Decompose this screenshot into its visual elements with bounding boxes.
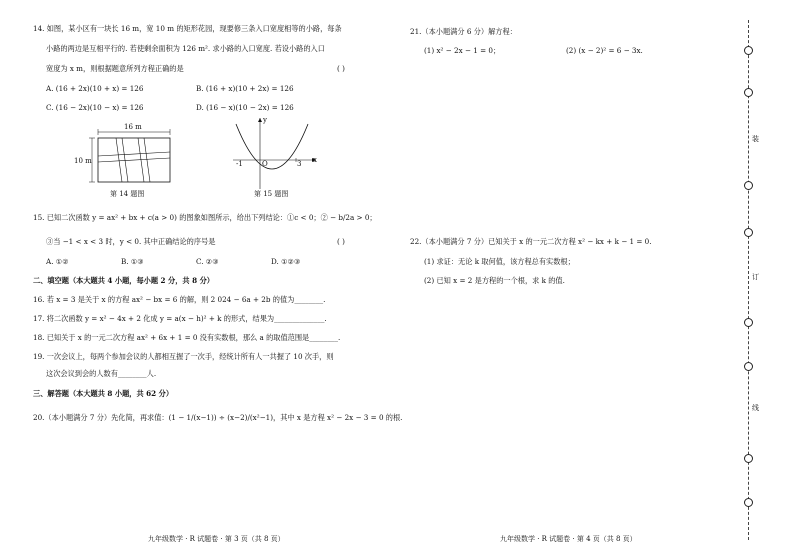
q16: 16. 若 x = 3 是关于 x 的方程 ax² − bx = 6 的解，则 2 024 − 6a + 2b 的值为________.: [33, 295, 326, 304]
q14-option-d: D. (16 − x)(10 − 2x) = 126: [196, 103, 294, 112]
binding-hole: [744, 228, 753, 237]
binding-hole: [744, 88, 753, 97]
q14-answer-paren: ( ): [337, 64, 345, 73]
figure-15-neg1-label: -1: [236, 160, 243, 168]
q15-option-c: C. ②③: [196, 257, 219, 266]
q15-line2: ③当 −1 < x < 3 时，y < 0. 其中正确结论的序号是: [46, 237, 216, 246]
q22: 22.（本小题满分 7 分）已知关于 x 的一元二次方程 x² − kx + k − 1 = 0.: [410, 237, 652, 246]
q21-part1: (1) x² − 2x − 1 = 0；: [424, 46, 501, 55]
q15-answer-paren: ( ): [337, 237, 345, 246]
q14-option-b: B. (16 + x)(10 + 2x) = 126: [196, 84, 294, 93]
binding-hole: [744, 46, 753, 55]
figure-15-three-label: 3: [297, 160, 302, 168]
q14-line3: 宽度为 x m，则根据题意所列方程正确的是: [46, 64, 184, 73]
figure-15-origin-label: O: [262, 160, 268, 168]
figure-14-caption: 第 14 题图: [110, 190, 145, 198]
binding-hole: [744, 498, 753, 507]
q15-line1: 15. 已知二次函数 y = ax² + bx + c(a > 0) 的图象如图所示，给出下列结论：①c < 0；② − b/2a > 0；: [33, 213, 377, 222]
section-2-heading: 二、填空题（本大题共 4 小题，每小题 2 分，共 8 分）: [33, 276, 214, 285]
binding-char-3: 线: [752, 404, 759, 412]
q21: 21.（本小题满分 6 分）解方程：: [410, 27, 517, 36]
figure-14-top-label: 16 m: [124, 123, 142, 131]
q14-option-a: A. (16 + 2x)(10 + x) = 126: [46, 84, 144, 93]
binding-hole: [744, 362, 753, 371]
q21-part2: (2) (x − 2)² = 6 − 3x.: [566, 46, 643, 55]
figure-14-side-label: 10 m: [74, 157, 92, 165]
figure-15-caption: 第 15 题图: [254, 190, 289, 198]
binding-hole: [744, 454, 753, 463]
q14-option-c: C. (16 − 2x)(10 − x) = 126: [46, 103, 144, 112]
figure-15-y-label: y: [263, 116, 267, 124]
binding-hole: [744, 318, 753, 327]
q22-part1: (1) 求证：无论 k 取何值，该方程总有实数根；: [424, 257, 575, 266]
q15-option-b: B. ①③: [121, 257, 144, 266]
q20: 20.（本小题满分 7 分）先化简，再求值：(1 − 1/(x−1)) ÷ (x−2)/(x²−1)，其中 x 是方程 x² − 2x − 3 = 0 的根.: [33, 413, 403, 422]
section-3-heading: 三、解答题（本大题共 8 小题，共 62 分）: [33, 389, 174, 398]
left-page-footer: 九年级数学 · R 试题卷 · 第 3 页（共 8 页）: [148, 535, 285, 543]
q15-option-a: A. ①②: [46, 257, 69, 266]
q19-line1: 19. 一次会议上，每两个参加会议的人都相互握了一次手，经统计所有人一共握了 10 次手，则: [33, 352, 334, 361]
q19-line2: 这次会议到会的人数有________人.: [46, 369, 157, 378]
q22-part2: (2) 已知 x = 2 是方程的一个根，求 k 的值.: [424, 276, 565, 285]
q15-option-d: D. ①②③: [271, 257, 301, 266]
binding-hole: [744, 181, 753, 190]
binding-char-2: 订: [752, 273, 759, 281]
q17: 17. 将二次函数 y = x² − 4x + 2 化成 y = a(x − h)² + k 的形式，结果为______________.: [33, 314, 327, 323]
binding-char-1: 装: [752, 135, 759, 143]
right-page-footer: 九年级数学 · R 试题卷 · 第 4 页（共 8 页）: [500, 535, 637, 543]
q14-line2: 小路的两边是互相平行的. 若使剩余面积为 126 m². 求小路的入口宽度. 若设小路的入口: [46, 44, 325, 53]
q18: 18. 已知关于 x 的一元二次方程 ax² + 6x + 1 = 0 没有实数根，那么 a 的取值范围是________.: [33, 333, 341, 342]
figure-15-parabola: [228, 114, 323, 194]
q14-line1: 14. 如图，某小区有一块长 16 m，宽 10 m 的矩形花园，现要修三条入口宽度相等的小路，每条: [33, 24, 342, 33]
figure-15-x-label: x: [313, 156, 317, 164]
